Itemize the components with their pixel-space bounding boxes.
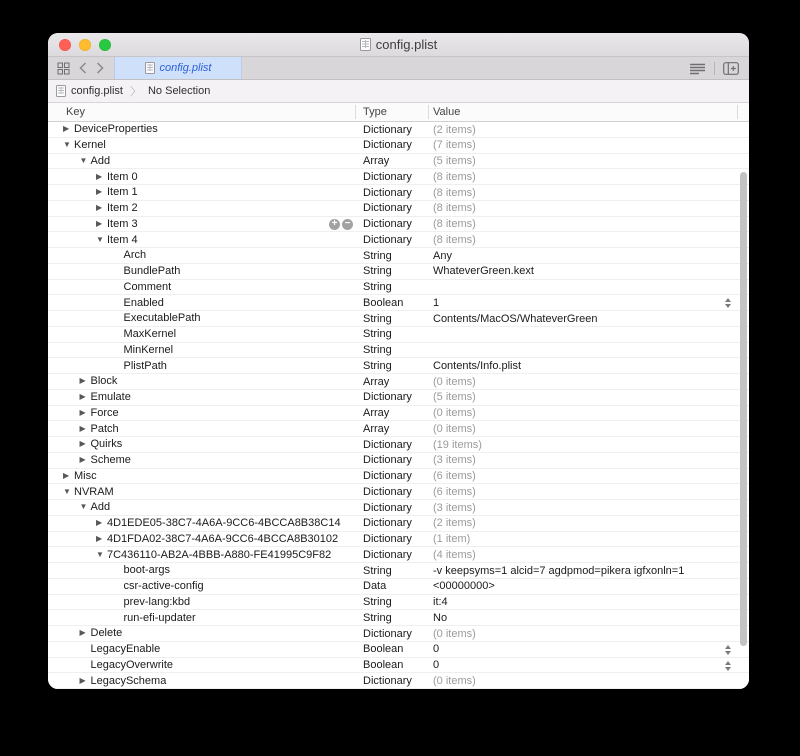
value-cell[interactable]: (0 items) xyxy=(433,627,476,640)
type-cell[interactable]: Dictionary xyxy=(363,139,412,152)
table-row[interactable] xyxy=(48,532,749,548)
disclosure-expanded-icon[interactable]: ▼ xyxy=(96,234,104,244)
value-cell[interactable]: (2 items) xyxy=(433,517,476,530)
value-cell[interactable]: (7 items) xyxy=(433,139,476,152)
type-cell[interactable]: Array xyxy=(363,155,390,167)
value-cell[interactable]: (19 items) xyxy=(433,438,482,451)
table-row[interactable] xyxy=(48,579,749,595)
row-add-remove-buttons xyxy=(329,219,353,230)
table-row[interactable] xyxy=(48,547,749,563)
disclosure-collapsed-icon[interactable]: ▶ xyxy=(96,187,103,197)
type-cell[interactable]: Array xyxy=(363,375,390,388)
close-window-button[interactable] xyxy=(59,39,71,51)
disclosure-expanded-icon[interactable]: ▼ xyxy=(79,502,88,512)
window-title: config.plist xyxy=(375,37,438,52)
remove-row-icon[interactable]: − xyxy=(342,219,353,230)
table-row[interactable] xyxy=(48,453,749,469)
key-label: Item 4 xyxy=(107,233,138,246)
column-header-key: Key xyxy=(66,106,85,118)
value-cell[interactable]: (8 items) xyxy=(433,202,476,215)
disclosure-expanded-icon[interactable]: ▼ xyxy=(79,155,88,165)
tab-label: config.plist xyxy=(159,62,212,74)
add-row-icon[interactable]: + xyxy=(329,219,340,230)
table-row[interactable] xyxy=(48,484,749,500)
table-row[interactable] xyxy=(48,516,749,532)
key-label: MinKernel xyxy=(123,343,174,356)
disclosure-collapsed-icon[interactable]: ▶ xyxy=(96,533,103,543)
value-cell[interactable]: -v keepsyms=1 alcid=7 agdpmod=pikera igfxonln=1 xyxy=(433,564,685,577)
table-row[interactable] xyxy=(48,185,749,201)
disclosure-expanded-icon[interactable]: ▼ xyxy=(63,486,71,496)
key-label: NVRAM xyxy=(74,485,114,498)
table-row[interactable] xyxy=(48,374,749,390)
disclosure-collapsed-icon[interactable]: ▶ xyxy=(79,423,86,433)
value-cell[interactable]: (0 items) xyxy=(433,422,476,435)
boolean-stepper[interactable] xyxy=(723,298,732,308)
type-cell[interactable]: String xyxy=(363,564,392,577)
disclosure-collapsed-icon[interactable]: ▶ xyxy=(96,518,103,528)
table-row[interactable] xyxy=(48,421,749,437)
value-cell[interactable]: (6 items) xyxy=(433,485,476,498)
boolean-stepper[interactable] xyxy=(723,645,732,655)
disclosure-collapsed-icon[interactable]: ▶ xyxy=(79,439,86,449)
value-cell[interactable]: (6 items) xyxy=(433,470,476,482)
back-navigation-icon[interactable] xyxy=(79,62,87,74)
value-cell[interactable]: (0 items) xyxy=(433,375,476,388)
forward-navigation-icon[interactable] xyxy=(96,62,104,74)
key-label: Item 3 xyxy=(107,217,138,230)
value-cell[interactable]: (8 items) xyxy=(433,186,476,199)
value-cell[interactable]: (3 items) xyxy=(433,501,476,514)
key-label: Emulate xyxy=(90,391,131,404)
type-cell[interactable]: Dictionary xyxy=(363,454,412,467)
breadcrumb xyxy=(48,80,749,103)
stepper-down-icon[interactable] xyxy=(725,304,731,308)
table-row[interactable] xyxy=(48,437,749,453)
type-cell[interactable]: Dictionary xyxy=(363,470,412,482)
title-bar xyxy=(48,33,749,57)
key-label: LegacyOverwrite xyxy=(90,658,174,671)
type-cell[interactable]: String xyxy=(363,359,392,372)
disclosure-expanded-icon[interactable]: ▼ xyxy=(96,549,104,559)
key-label: Scheme xyxy=(90,454,131,467)
key-label: MaxKernel xyxy=(123,328,177,341)
breadcrumb-file[interactable]: config.plist xyxy=(71,85,123,97)
type-cell[interactable]: Dictionary xyxy=(363,501,412,514)
column-header-type: Type xyxy=(363,106,387,118)
disclosure-collapsed-icon[interactable]: ▶ xyxy=(79,376,86,386)
plist-outline xyxy=(48,122,749,689)
type-cell[interactable]: Data xyxy=(363,580,387,593)
key-label: Add xyxy=(90,501,111,514)
table-row[interactable] xyxy=(48,327,749,343)
type-cell[interactable]: String xyxy=(363,611,392,624)
key-label: csr-active-config xyxy=(123,580,204,593)
editor-options-icon[interactable] xyxy=(689,62,706,75)
value-cell[interactable]: 0 xyxy=(433,643,440,656)
key-label: PlistPath xyxy=(123,359,167,372)
stepper-up-icon[interactable] xyxy=(725,298,731,302)
stepper-up-icon[interactable] xyxy=(725,661,731,665)
table-row[interactable] xyxy=(48,358,749,374)
type-cell[interactable]: Dictionary xyxy=(363,202,412,215)
type-cell[interactable]: Dictionary xyxy=(363,391,412,404)
column-header-value: Value xyxy=(433,106,461,118)
key-label: Item 2 xyxy=(107,202,138,215)
zoom-window-button[interactable] xyxy=(99,39,111,51)
disclosure-collapsed-icon[interactable]: ▶ xyxy=(63,124,70,134)
type-cell[interactable]: Dictionary xyxy=(363,533,412,545)
table-row[interactable] xyxy=(48,264,749,280)
table-row[interactable] xyxy=(48,201,749,217)
table-row[interactable] xyxy=(48,595,749,611)
value-cell[interactable]: (5 items) xyxy=(433,391,476,404)
value-cell[interactable]: 0 xyxy=(433,659,440,671)
plist-document-icon xyxy=(360,38,371,51)
table-row[interactable] xyxy=(48,154,749,170)
disclosure-expanded-icon[interactable]: ▼ xyxy=(63,140,71,150)
key-label: boot-args xyxy=(123,564,170,577)
plist-document-icon xyxy=(145,62,155,74)
disclosure-collapsed-icon[interactable]: ▶ xyxy=(79,628,86,638)
table-row[interactable] xyxy=(48,500,749,516)
key-label: Comment xyxy=(123,280,172,293)
type-cell[interactable]: Dictionary xyxy=(363,218,412,230)
value-cell[interactable]: (1 item) xyxy=(433,533,471,545)
table-row[interactable] xyxy=(48,610,749,626)
minimize-window-button[interactable] xyxy=(79,39,91,51)
value-cell[interactable]: No xyxy=(433,611,448,624)
traffic-lights xyxy=(59,39,111,51)
disclosure-collapsed-icon[interactable]: ▶ xyxy=(96,203,103,213)
disclosure-collapsed-icon[interactable]: ▶ xyxy=(79,675,86,685)
type-cell[interactable]: Dictionary xyxy=(363,186,412,199)
type-cell[interactable]: Dictionary xyxy=(363,233,412,246)
value-cell[interactable]: (0 items) xyxy=(433,407,476,419)
table-row[interactable] xyxy=(48,169,749,185)
key-label: Misc xyxy=(74,469,97,482)
key-label: run-efi-updater xyxy=(123,611,196,624)
related-items-icon[interactable] xyxy=(57,62,70,75)
tab-config-plist[interactable] xyxy=(114,57,242,79)
disclosure-collapsed-icon[interactable]: ▶ xyxy=(96,218,103,228)
type-cell[interactable]: String xyxy=(363,328,392,341)
value-cell[interactable]: 1 xyxy=(433,296,440,309)
key-label: 4D1FDA02-38C7-4A6A-9CC6-4BCCA8B30102 xyxy=(107,532,339,545)
table-row[interactable] xyxy=(48,232,749,248)
breadcrumb-selection[interactable]: No Selection xyxy=(147,85,211,97)
key-label: 4D1EDE05-38C7-4A6A-9CC6-4BCCA8B38C14 xyxy=(107,517,341,530)
table-row[interactable] xyxy=(48,469,749,485)
key-label: Force xyxy=(90,406,119,419)
value-cell[interactable]: (8 items) xyxy=(433,170,476,183)
type-cell[interactable]: Array xyxy=(363,422,390,435)
type-cell[interactable]: Boolean xyxy=(363,643,404,656)
type-cell[interactable]: Dictionary xyxy=(363,438,412,451)
table-row[interactable] xyxy=(48,138,749,154)
disclosure-collapsed-icon[interactable]: ▶ xyxy=(63,470,70,480)
xcode-plist-window xyxy=(48,33,749,689)
key-label: Quirks xyxy=(90,438,123,451)
type-cell[interactable]: Dictionary xyxy=(363,517,412,530)
value-cell[interactable]: (0 items) xyxy=(433,674,476,687)
column-divider xyxy=(737,105,738,119)
type-cell[interactable]: Dictionary xyxy=(363,485,412,498)
key-label: prev-lang:kbd xyxy=(123,595,191,608)
disclosure-collapsed-icon[interactable]: ▶ xyxy=(79,407,86,417)
type-cell[interactable]: Boolean xyxy=(363,296,404,309)
table-row[interactable] xyxy=(48,343,749,359)
key-label: Item 0 xyxy=(107,170,138,183)
type-cell[interactable]: Dictionary xyxy=(363,627,412,640)
value-cell[interactable]: Any xyxy=(433,249,452,262)
plist-document-icon xyxy=(56,85,66,97)
key-label: Block xyxy=(90,375,118,388)
type-cell[interactable]: String xyxy=(363,281,392,293)
column-divider[interactable] xyxy=(355,105,356,119)
key-label: Add xyxy=(90,154,111,167)
value-cell[interactable]: (3 items) xyxy=(433,454,476,467)
key-label: Delete xyxy=(90,627,123,640)
disclosure-collapsed-icon[interactable]: ▶ xyxy=(96,171,103,181)
type-cell[interactable]: String xyxy=(363,249,392,262)
type-cell[interactable]: Dictionary xyxy=(363,674,412,687)
key-label: Enabled xyxy=(123,296,164,309)
type-cell[interactable]: Array xyxy=(363,407,390,419)
tab-bar xyxy=(48,57,749,80)
type-cell[interactable]: String xyxy=(363,596,392,608)
stepper-down-icon[interactable] xyxy=(725,667,731,671)
type-cell[interactable]: Boolean xyxy=(363,659,404,671)
value-cell[interactable]: (8 items) xyxy=(433,218,476,230)
table-row[interactable] xyxy=(48,563,749,579)
key-label: LegacySchema xyxy=(90,674,167,687)
stepper-up-icon[interactable] xyxy=(725,645,731,649)
column-header xyxy=(48,103,749,122)
value-cell[interactable]: (4 items) xyxy=(433,548,476,561)
type-cell[interactable]: Dictionary xyxy=(363,170,412,183)
table-row[interactable] xyxy=(48,295,749,311)
key-label: Item 1 xyxy=(107,186,138,199)
value-cell[interactable]: (8 items) xyxy=(433,233,476,246)
key-label: DeviceProperties xyxy=(74,123,158,136)
value-cell[interactable]: (2 items) xyxy=(433,123,476,136)
table-row[interactable] xyxy=(48,122,749,138)
table-row[interactable] xyxy=(48,280,749,296)
table-row[interactable] xyxy=(48,406,749,422)
key-label: Arch xyxy=(123,249,147,262)
key-label: LegacyEnable xyxy=(90,643,161,656)
key-label: BundlePath xyxy=(123,265,181,278)
table-row[interactable] xyxy=(48,217,749,233)
type-cell[interactable]: String xyxy=(363,312,392,325)
table-row[interactable] xyxy=(48,248,749,264)
key-label: Kernel xyxy=(74,139,106,152)
disclosure-collapsed-icon[interactable]: ▶ xyxy=(79,455,86,465)
key-label: ExecutablePath xyxy=(123,312,201,325)
vertical-scrollbar-thumb[interactable] xyxy=(740,172,747,646)
value-cell[interactable]: WhateverGreen.kext xyxy=(433,265,534,278)
add-editor-icon[interactable] xyxy=(723,62,739,75)
type-cell[interactable]: Dictionary xyxy=(363,548,412,561)
type-cell[interactable]: String xyxy=(363,344,392,356)
column-divider[interactable] xyxy=(428,105,429,119)
table-row[interactable] xyxy=(48,311,749,327)
table-row[interactable] xyxy=(48,390,749,406)
table-row[interactable] xyxy=(48,642,749,658)
breadcrumb-chevron-icon: 〉 xyxy=(129,86,141,98)
type-cell[interactable]: Dictionary xyxy=(363,123,412,136)
disclosure-collapsed-icon[interactable]: ▶ xyxy=(79,392,86,402)
value-cell[interactable]: <00000000> xyxy=(433,580,495,593)
table-row[interactable] xyxy=(48,658,749,674)
value-cell[interactable]: Contents/MacOS/WhateverGreen xyxy=(433,312,598,325)
value-cell[interactable]: Contents/Info.plist xyxy=(433,359,522,372)
toolbar-divider xyxy=(714,62,715,75)
key-label: 7C436110-AB2A-4BBB-A880-FE41995C9F82 xyxy=(107,548,332,561)
value-cell[interactable]: (5 items) xyxy=(433,155,476,167)
type-cell[interactable]: String xyxy=(363,265,392,278)
table-row[interactable] xyxy=(48,626,749,642)
stepper-down-icon[interactable] xyxy=(725,651,731,655)
table-row[interactable] xyxy=(48,673,749,689)
boolean-stepper[interactable] xyxy=(723,661,732,671)
key-label: Patch xyxy=(90,422,119,435)
value-cell[interactable]: it:4 xyxy=(433,596,448,608)
